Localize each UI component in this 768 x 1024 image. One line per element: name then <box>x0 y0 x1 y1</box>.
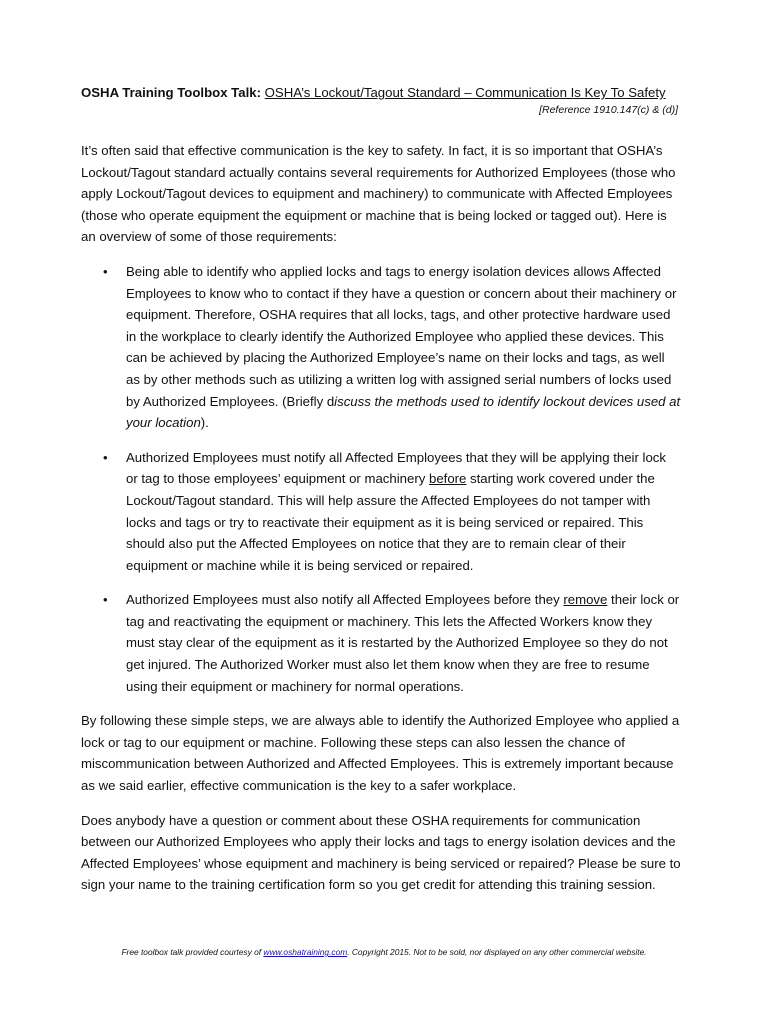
bullet-text: Authorized Employees must notify all Affected Employees that they will be applying their lock or tag to those employees’ equipment or machinery <box>126 449 666 487</box>
bullet-text: Authorized Employees must also notify all Affected Employees before they <box>126 592 564 608</box>
bullet-end-text: ). <box>200 415 209 431</box>
bullet-icon: • <box>103 449 108 465</box>
list-item <box>81 589 681 697</box>
list-item <box>81 261 681 434</box>
bullet-underlined-word: remove <box>563 592 608 608</box>
list-item <box>81 447 681 577</box>
bullet-icon: • <box>103 592 108 608</box>
requirements-list <box>81 261 681 697</box>
footer-text: Free toolbox talk provided courtesy of <box>121 947 264 957</box>
footer-copyright: . Copyright 2015. Not to be sold, nor displayed on any other commercial website. <box>347 947 647 957</box>
page-footer <box>0 946 768 958</box>
title-label: OSHA Training Toolbox Talk: <box>81 85 261 100</box>
bullet-italic-text: iscuss the methods used to identify lockout devices used at your location <box>126 393 681 431</box>
bullet-text-cont: their lock or tag and reactivating the equipment or machinery. This lets the Affected Workers know they must stay clear of the equipment as it is restarted by the Authorized Employee so they do not get injured. The Authorized Worker must also let them know when they are free to resume using their equipment or machinery for normal operations. <box>126 592 680 694</box>
regulation-reference: [Reference 1910.147(c) & (d)] <box>539 104 678 116</box>
bullet-text-cont: starting work covered under the Lockout/Tagout standard. This will help assure the Affected Employees do not tamper with locks and tags or try to reactivate their equipment as it is being serviced or repaired. This should also put the Affected Employees on notice that they are to remain clear of their equipment or machine while it is being serviced or repaired. <box>126 471 655 573</box>
bullet-text: Being able to identify who applied locks and tags to energy isolation devices allows Affected Employees to know who to contact if they have a question or concern about their machinery or equipment. Therefore, OSHA requires that all locks, tags, and other protective hardware used in the workplace to clearly identify the Authorized Employee who applied these devices. This can be achieved by placing the Authorized Employee’s name on their locks and tags, as well as by other methods such as utilizing a written log with assigned serial numbers of locks used by Authorized Employees. (Briefly d <box>126 263 677 409</box>
summary-paragraph: By following these simple steps, we are always able to identify the Authorized Employee who applied a lock or tag to our equipment or machine. Following these steps can also lessen the chance of miscommunication between Authorized and Affected Employees. This is extremely important because as we said earlier, effective communication is the key to a safer workplace. <box>81 713 680 794</box>
document-title <box>81 84 681 102</box>
bullet-icon: • <box>103 263 108 279</box>
closing-paragraph: Does anybody have a question or comment about these OSHA requirements for communication between our Authorized Employees who apply their locks and tags to energy isolation devices and the Affected Employees’ whose equipment and machinery is being serviced or repaired? Please be sure to sign your name to the training certification form so you get credit for attending this training session. <box>81 812 681 893</box>
title-subject: OSHA’s Lockout/Tagout Standard – Communication Is Key To Safety <box>264 85 666 100</box>
footer-link[interactable]: www.oshatraining.com <box>263 947 348 957</box>
document-page <box>81 84 681 896</box>
bullet-underlined-word: before <box>428 471 467 487</box>
intro-paragraph: It’s often said that effective communication is the key to safety. In fact, it is so important that OSHA’s Lockout/Tagout standard actually contains several requirements for Authorized Employees (those who apply Lockout/Tagout devices to equipment and machinery) to communicate with Affected Employees (those who operate equipment the equipment or machine that is being locked or tagged out). Here is an overview of some of those requirements: <box>81 143 676 245</box>
